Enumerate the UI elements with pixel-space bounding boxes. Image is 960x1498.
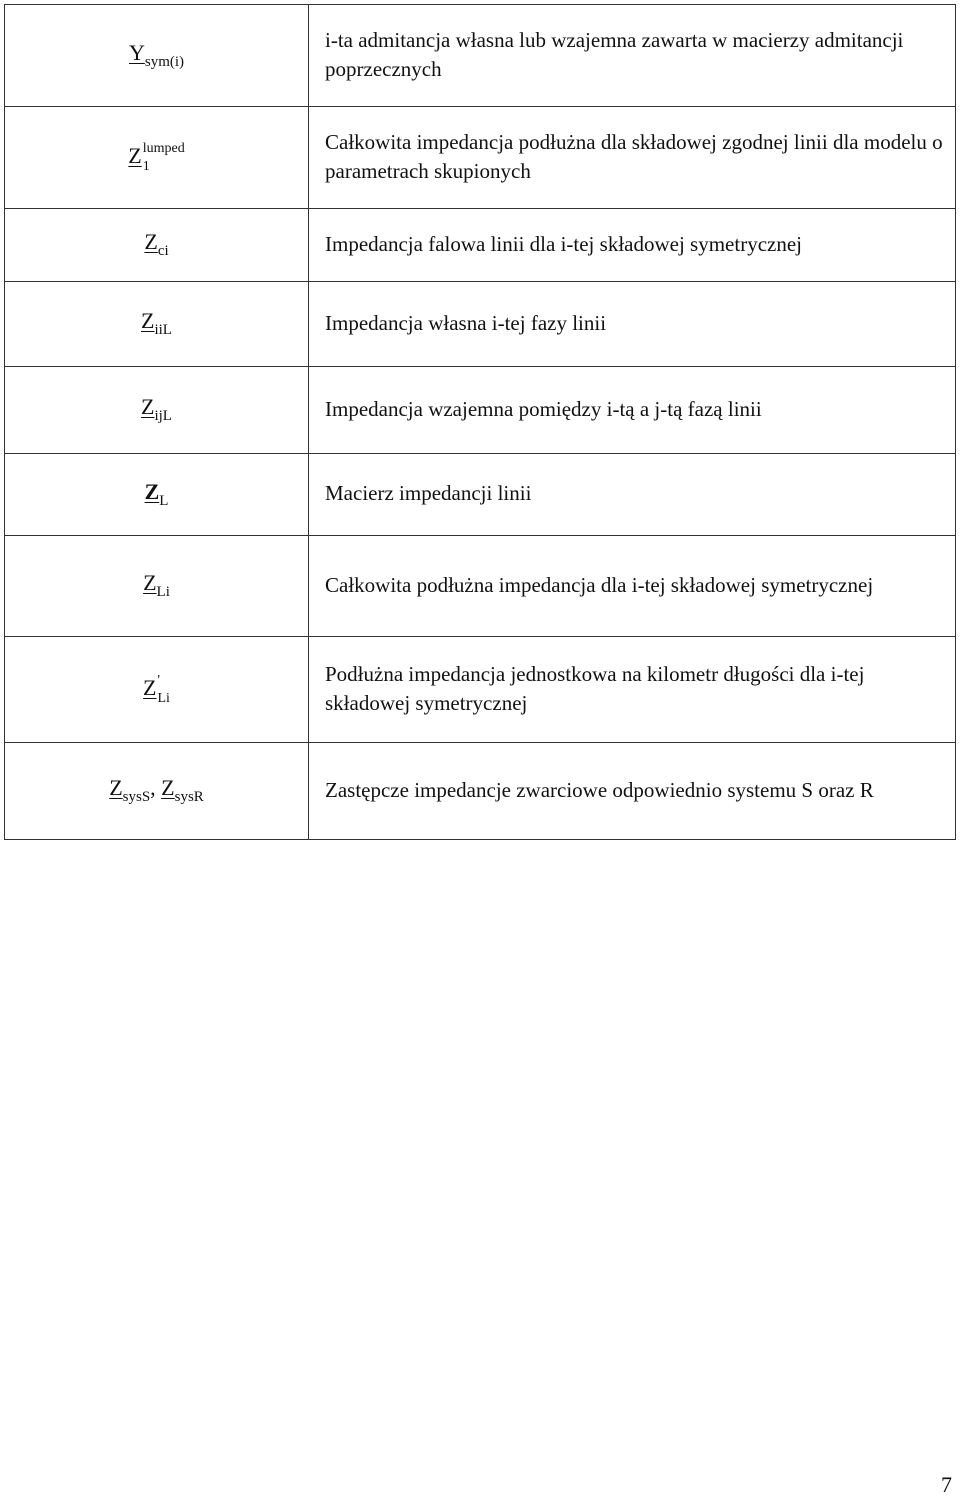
symbol — [141, 396, 172, 424]
symbol-index-stack — [143, 140, 185, 176]
symbol-subscript-2: sysR — [174, 789, 204, 805]
symbol-superscript: lumped — [142, 140, 185, 156]
table-row — [5, 637, 956, 743]
symbol — [144, 231, 168, 259]
symbol-separator: , — [150, 775, 156, 800]
description-cell: Impedancja własna i-tej fazy linii — [309, 282, 956, 367]
symbol-cell — [5, 454, 309, 536]
symbol — [143, 572, 170, 600]
description-cell: Macierz impedancji linii — [309, 454, 956, 536]
symbol-main: Z — [144, 229, 158, 254]
table-row — [5, 367, 956, 454]
symbol-main: Z — [109, 775, 123, 800]
symbol-cell — [5, 536, 309, 637]
description-cell: Podłużna impedancja jednostkowa na kilometr długości dla i-tej składowej symetrycznej — [309, 637, 956, 743]
symbol-cell — [5, 743, 309, 840]
table-row — [5, 282, 956, 367]
symbol-definitions-table — [4, 4, 956, 840]
table-row — [5, 209, 956, 282]
symbol — [128, 140, 184, 176]
symbol-subscript: L — [159, 492, 169, 509]
description-cell: Zastępcze impedancje zwarciowe odpowiednio systemu S oraz R — [309, 743, 956, 840]
symbol-subscript: Li — [156, 584, 170, 600]
symbol-prime: ' — [157, 672, 161, 688]
symbol-subscript: sym(i) — [144, 53, 185, 70]
symbol-main: Z — [143, 674, 157, 700]
table-row — [5, 454, 956, 536]
table-row — [5, 5, 956, 107]
description-cell: i-ta admitancja własna lub wzajemna zawarta w macierzy admitancji poprzecznych — [309, 5, 956, 107]
symbol — [128, 39, 185, 70]
description-cell: Całkowita podłużna impedancja dla i-tej składowej symetrycznej — [309, 536, 956, 637]
symbol-subscript: Li — [157, 690, 170, 706]
symbol-subscript: ijL — [154, 408, 172, 424]
symbol-main: Z — [144, 478, 160, 504]
symbol-main: Z — [141, 394, 155, 419]
description-cell: Impedancja falowa linii dla i-tej składowej symetrycznej — [309, 209, 956, 282]
symbol-subscript: 1 — [142, 158, 150, 174]
table-row — [5, 743, 956, 840]
symbol-subscript: ci — [157, 243, 169, 259]
page-number: 7 — [941, 1472, 952, 1497]
symbol-cell — [5, 637, 309, 743]
symbol-main: Y — [128, 39, 145, 65]
table-row — [5, 536, 956, 637]
symbol-subscript: sysS — [122, 789, 151, 805]
table-row — [5, 107, 956, 209]
symbol-main: Z — [128, 142, 142, 168]
symbol-cell — [5, 367, 309, 454]
symbol — [109, 777, 204, 805]
symbol-index-stack — [158, 672, 170, 708]
symbol-cell — [5, 5, 309, 107]
symbol — [144, 478, 169, 509]
description-cell: Impedancja wzajemna pomiędzy i-tą a j-tą fazą linii — [309, 367, 956, 454]
symbol-cell — [5, 107, 309, 209]
symbol-main: Z — [143, 570, 157, 595]
symbol-main-2: Z — [161, 775, 175, 800]
symbol-cell — [5, 209, 309, 282]
symbol-subscript: iiL — [154, 322, 172, 338]
symbol-cell — [5, 282, 309, 367]
symbol-main: Z — [141, 308, 155, 333]
symbol — [141, 310, 172, 338]
description-cell: Całkowita impedancja podłużna dla składowej zgodnej linii dla modelu o parametrach skupionych — [309, 107, 956, 209]
symbol — [143, 672, 170, 708]
